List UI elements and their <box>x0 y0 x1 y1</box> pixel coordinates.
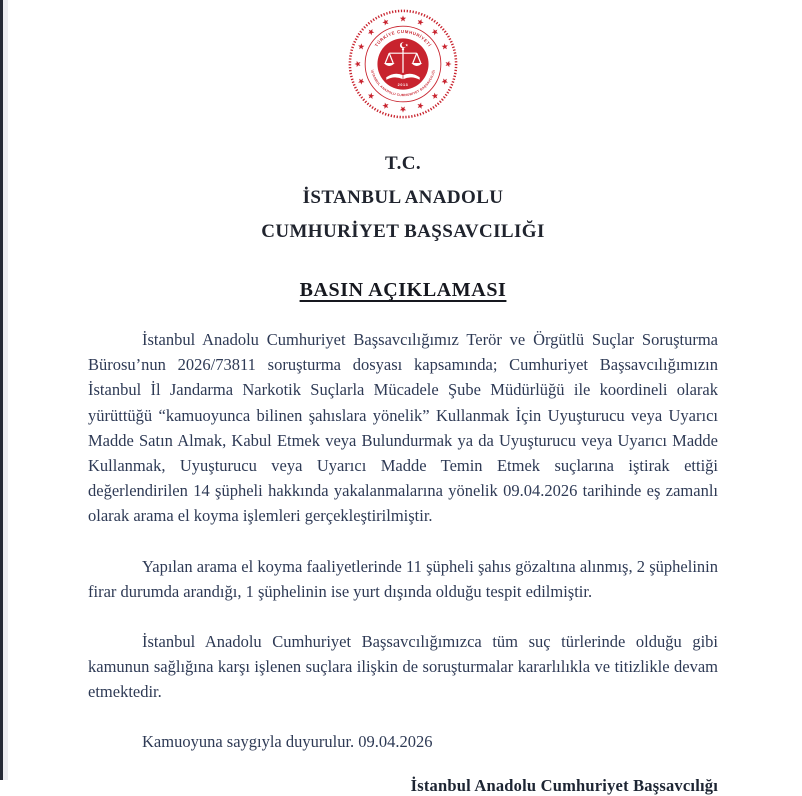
letterhead-office: CUMHURİYET BAŞSAVCILIĞI <box>261 221 545 242</box>
closing-line: Kamuoyuna saygıyla duyurulur. 09.04.2026 <box>142 731 433 751</box>
letterhead <box>88 147 718 249</box>
document-title <box>88 279 718 302</box>
press-release-document <box>88 0 718 796</box>
seal-year-label: 2013 <box>397 83 409 88</box>
paragraph-investigation: İstanbul Anadolu Cumhuriyet Başsavcılığımız Terör ve Örgütlü Suçlar Soruşturma Bürosu’nun 2026/73811 soruşturma dosyası kapsamında; Cumhuriyet Başsavcılığımızın İstanbul İl Jandarma Narkotik Suçlarla Mücadele Şube Müdürlüğü ile koordineli olarak yürüttüğü “kamuoyunca bilinen şahıslara yönelik” Kullanmak İçin Uyuşturucu veya Uyarıcı Madde Satın Almak, Kabul Etmek veya Bulundurmak ya da Uyuşturucu veya Uyarıcı Madde Kullanmak, Uyuşturucu veya Uyarıcı Madde Temin Etmek suçlarına iştirak ettiği değerlendirilen 14 şüpheli hakkında yakalanmalarına yönelik 09.04.2026 tarihinde eş zamanlı olarak arama el koyma işlemleri gerçekleştirilmiştir. <box>88 330 718 526</box>
seal-bottom-text: İSTANBUL ANADOLU CUMHURİYET BAŞSAVCILIĞI <box>369 69 437 98</box>
letterhead-tc: T.C. <box>384 153 422 174</box>
screenshot-left-edge-light <box>3 0 8 780</box>
prosecutor-office-seal-icon <box>344 5 462 123</box>
signature-line: İstanbul Anadolu Cumhuriyet Başsavcılığı <box>410 775 718 795</box>
paragraph-detentions: Yapılan arama el koyma faaliyetlerinde 11 şüpheli şahıs gözaltına alınmış, 2 şüphelinin firar durumda arandığı, 1 şüphelinin ise yurt dışında olduğu tespit edilmiştir. <box>88 556 718 601</box>
document-title-text: BASIN AÇIKLAMASI <box>299 279 507 301</box>
seal-top-text: TÜRKİYE CUMHURİYETİ <box>373 29 433 48</box>
letterhead-city: İSTANBUL ANADOLU <box>302 187 504 208</box>
paragraph-statement: İstanbul Anadolu Cumhuriyet Başsavcılığımızca tüm suç türlerinde olduğu gibi kamunun sağlığına karşı işlenen suçlara ilişkin de soruşturmalar kararlılıkla ve titizlikle devam etmektedir. <box>88 632 718 702</box>
